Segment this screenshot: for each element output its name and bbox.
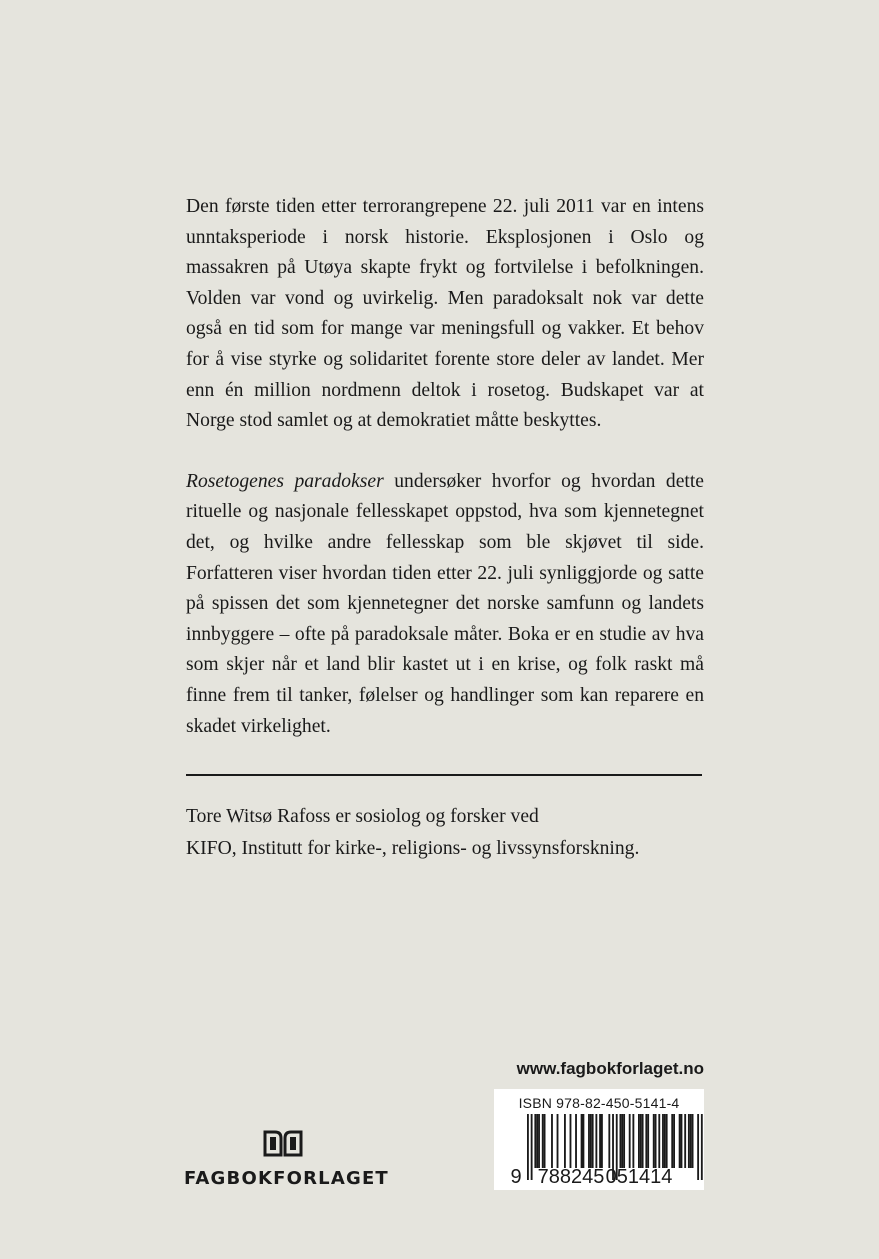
barcode-bar <box>653 1114 655 1168</box>
isbn-barcode <box>494 1089 704 1190</box>
barcode-bar <box>662 1114 664 1168</box>
barcode-bar <box>629 1114 631 1168</box>
publisher-name: FAGBOKFORLAGET <box>184 1168 389 1189</box>
barcode-bar <box>608 1114 610 1168</box>
isbn-label: ISBN 978-82-450-5141-4 <box>518 1095 680 1111</box>
open-book-logo-icon <box>262 1128 304 1158</box>
barcode-bar <box>621 1114 623 1168</box>
barcode-bar <box>690 1114 692 1168</box>
barcode-bar <box>632 1114 634 1168</box>
barcode-bar <box>534 1114 536 1168</box>
barcode-bar <box>570 1114 572 1168</box>
barcode-bar <box>544 1114 546 1168</box>
book-title-italic: Rosetogenes paradokser <box>186 470 384 492</box>
barcode-bar <box>575 1114 577 1168</box>
barcode-bar <box>590 1114 592 1168</box>
barcode-bar <box>542 1114 544 1168</box>
publisher-website: www.fagbokforlaget.no <box>516 1059 704 1078</box>
barcode-bar <box>583 1114 585 1168</box>
barcode-bar <box>688 1114 690 1168</box>
barcode-bar <box>588 1114 590 1168</box>
barcode-bar <box>599 1114 601 1168</box>
barcode-bar <box>640 1114 642 1168</box>
barcode-bar <box>673 1114 675 1168</box>
barcode-bar <box>658 1114 660 1168</box>
barcode-bar <box>623 1114 625 1168</box>
barcode-guard-bar <box>697 1114 699 1180</box>
barcode-bar <box>684 1114 686 1168</box>
barcode-bar <box>538 1114 540 1168</box>
barcode-bar <box>681 1114 683 1168</box>
blurb-paragraph-2 <box>186 467 704 742</box>
barcode-digits-left: 788245 <box>537 1166 605 1188</box>
barcode-bar <box>679 1114 681 1168</box>
author-bio <box>186 801 726 865</box>
barcode-bar <box>595 1114 597 1168</box>
barcode-bar <box>620 1114 622 1168</box>
barcode-bar <box>664 1114 666 1168</box>
divider-rule <box>186 774 702 776</box>
barcode-bar <box>642 1114 644 1168</box>
author-bio-line-1: Tore Witsø Rafoss er sosiolog og forsker ved <box>186 806 539 827</box>
barcode-bar <box>671 1114 673 1168</box>
barcode-bar <box>557 1114 559 1168</box>
barcode-bar <box>692 1114 694 1168</box>
barcode-bar <box>581 1114 583 1168</box>
barcode-guard-bar <box>701 1114 703 1180</box>
barcode-guard-bar <box>527 1114 529 1180</box>
barcode-graphic <box>494 1089 704 1190</box>
barcode-bar <box>601 1114 603 1168</box>
barcode-bar <box>564 1114 566 1168</box>
barcode-bar <box>536 1114 538 1168</box>
author-bio-line-2: KIFO, Institutt for kirke-, religions- og livssynsforskning. <box>186 838 640 859</box>
barcode-bar <box>655 1114 657 1168</box>
barcode-digit-first: 9 <box>510 1166 522 1188</box>
barcode-guard-bar <box>531 1114 533 1180</box>
back-cover-blurb <box>186 192 704 742</box>
barcode-bar <box>645 1114 647 1168</box>
barcode-bar <box>592 1114 594 1168</box>
blurb-paragraph-2-text: undersøker hvorfor og hvordan dette rituelle og nasjonale fellesskapet oppstod, hva som kjennetegnet det, og hvilke andre fellesskap som ble skjøvet til side. Forfatteren viser hvordan tiden etter 22. juli synliggjorde og satte på spissen det som kjennetegner det norske samfunn og landets innbyggere – ofte på paradoksale måter. Boka er en studie av hva som skjer når et land blir kastet ut i en krise, og folk raskt må finne frem til tanker, følelser og handlinger som kan reparere en skadet virkelighet. <box>186 470 705 737</box>
barcode-bar <box>647 1114 649 1168</box>
barcode-bar <box>666 1114 668 1168</box>
barcode-bar <box>638 1114 640 1168</box>
publisher-logo <box>184 1126 389 1196</box>
barcode-digits-right: 051414 <box>605 1166 673 1188</box>
barcode-bar <box>551 1114 553 1168</box>
blurb-paragraph-1: Den første tiden etter terrorangrepene 22. juli 2011 var en intens unntaksperiode i norsk historie. Eksplosjonen i Oslo og massakren på Utøya skapte frykt og fortvilelse i befolkningen. Volden var vond og uvirkelig. Men paradoksalt nok var dette også en tid som for mange var meningsfull og vakker. Et behov for å vise styrke og solidaritet forente store deler av landet. Mer enn én million nordmenn deltok i rosetog. Budskapet var at Norge stod samlet og at demokratiet måtte beskyttes. <box>186 196 704 432</box>
